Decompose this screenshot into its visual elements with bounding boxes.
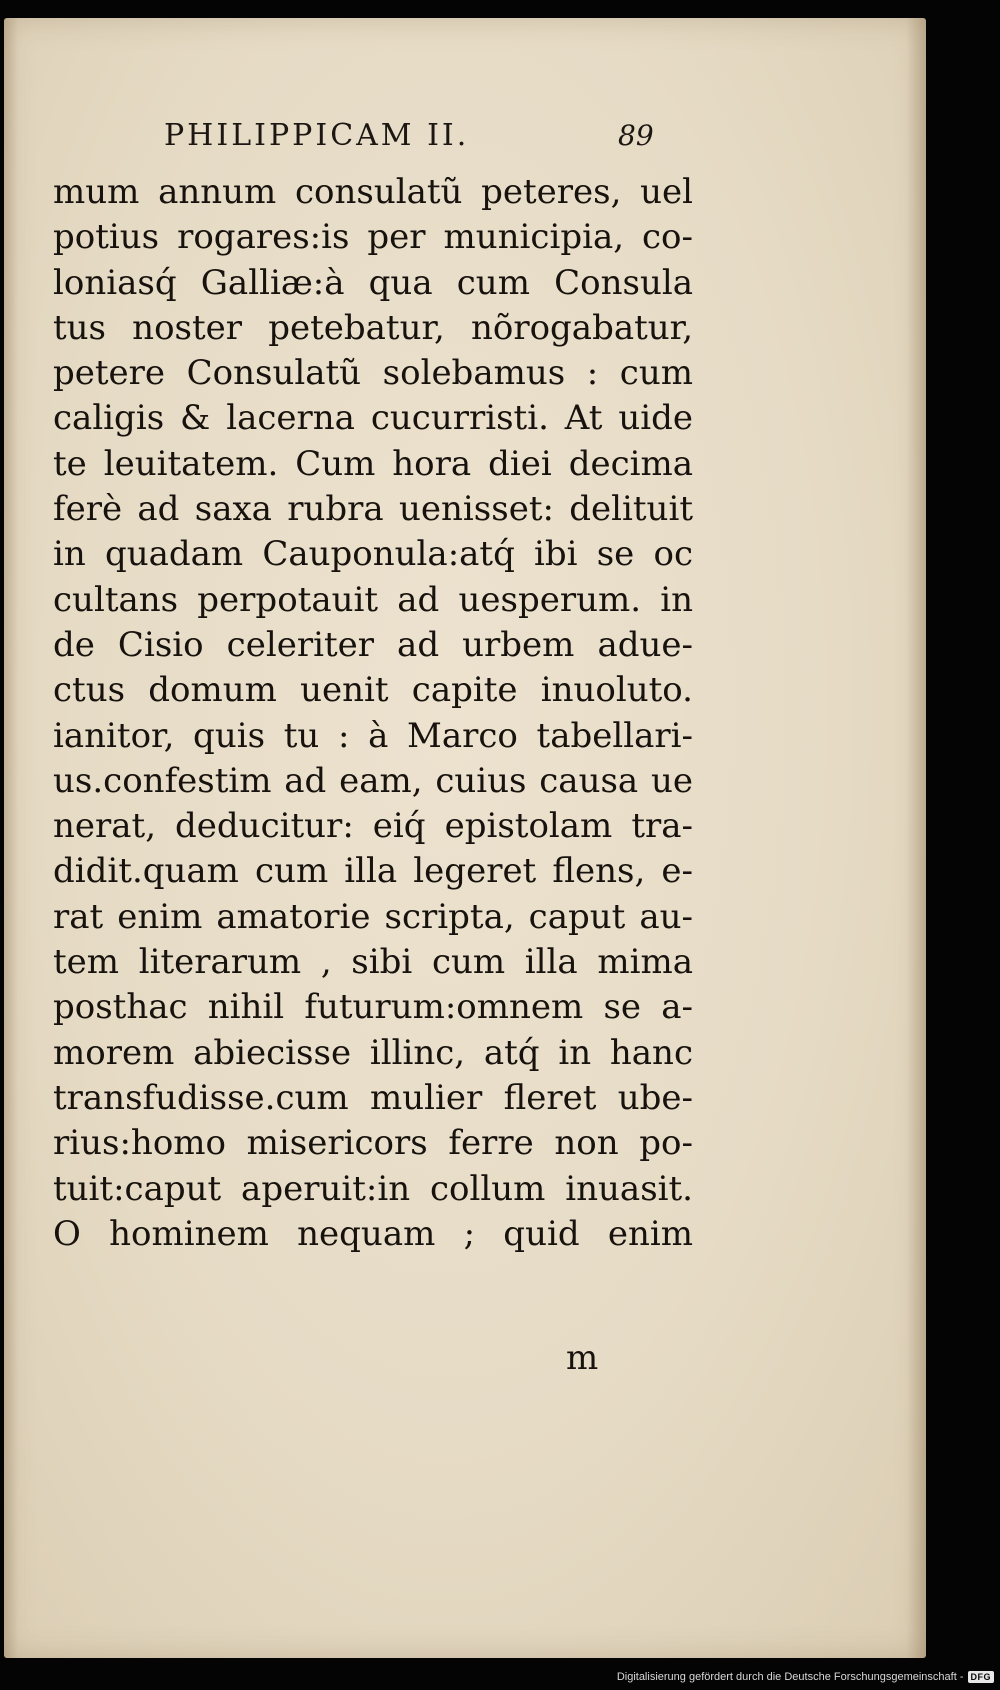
text-line: ianitor, quis tu : à Marco tabellari- [53,715,693,756]
text-line: ferè ad saxa rubra uenisset: delituit [53,489,693,530]
text-line: O hominem nequam ; quid enim [53,1213,693,1254]
text-line: ctus domum uenit capite inuoluto. [53,670,693,711]
text-line: tem literarum , sibi cum illa mima [53,942,693,983]
digitization-credit [617,1666,994,1688]
text-line: rat enim amatorie scripta, caput au- [53,896,693,937]
page-number: 89 [618,119,654,152]
text-line: us.confestim ad eam, cuius causa ue [53,760,693,801]
text-line: mum annum consulatũ peteres, uel [53,172,693,212]
text-line: cultans perpotauit ad uesperum. in [53,579,693,620]
running-head [164,114,664,158]
catchword: m [566,1338,599,1378]
text-line: nerat, deducitur: eiq́ epistolam tra- [53,806,693,847]
text-line: rius:homo misericors ferre non po- [53,1123,693,1164]
text-line: caligis & lacerna cucurristi. At uide [53,398,693,439]
credit-text: Digitalisierung gefördert durch die Deutsche Forschungsgemeinschaft - [616,1671,964,1683]
text-line: te leuitatem. Cum hora diei decima [53,443,693,484]
text-line: didit.quam cum illa legeret flens, e- [53,851,693,892]
text-block [53,170,693,1257]
text-line: de Cisio celeriter ad urbem adue- [53,624,693,665]
dfg-logo: DFG [968,1671,995,1683]
text-line: loniasq́ Galliæ:à qua cum Consula [53,262,693,303]
text-line: tuit:caput aperuit:in collum inuasit. [53,1168,693,1209]
text-line: potius rogares:is per municipia, co- [53,217,693,258]
text-line: in quadam Cauponula:atq́ ibi se oc [53,534,693,575]
text-line: posthac nihil futurum:omnem se a- [53,987,693,1028]
running-head-title: PHILIPPICAM II. [164,118,470,153]
book-page [4,18,926,1658]
text-line: morem abiecisse illinc, atq́ in hanc [53,1032,693,1073]
text-line: petere Consulatũ solebamus : cum [53,353,693,394]
text-line: transfudisse.cum mulier fleret ube- [53,1077,693,1118]
text-line: tus noster petebatur, nõrogabatur, [53,307,693,348]
